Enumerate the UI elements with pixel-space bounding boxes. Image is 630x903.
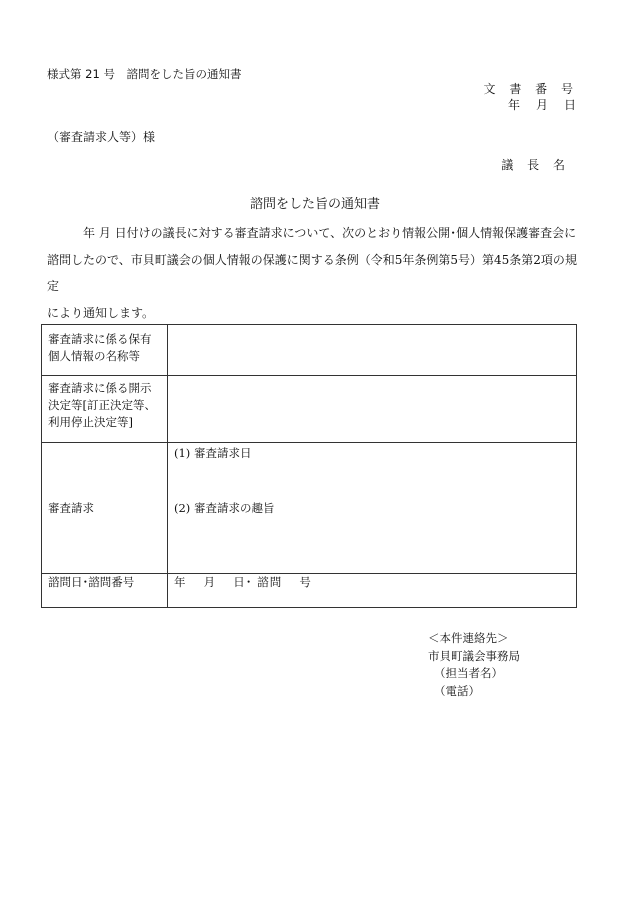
notification-table [41,324,577,608]
body-text [47,220,582,326]
request-date-item: (1) 審査請求日 [174,446,252,460]
request-purpose-item: (2) 審査請求の趣旨 [174,501,275,515]
table-label: 審査請求 [42,443,168,574]
chairman-name: 議 長 名 [501,158,570,172]
date-line: 年 月 日 [507,98,578,112]
body-line: 諮問したので、市貝町議会の個人情報の保護に関する条例（令和5年条例第5号）第45条第2項の規定 [47,252,577,293]
table-value [168,443,577,574]
contact-person: （担当者名） [434,666,503,680]
contact-office: 市貝町議会事務局 [428,648,520,663]
table-row [42,443,577,574]
table-row [42,574,577,608]
table-label: 審査請求に係る保有 個人情報の名称等 [42,325,168,376]
document-number-label: 文 書 番 号 [483,82,578,96]
contact-heading: ＜本件連絡先＞ [428,631,509,645]
form-number: 様式第 21 号 諮問をした旨の通知書 [47,67,242,81]
table-row [42,376,577,443]
document-title: 諮問をした旨の通知書 [249,197,380,212]
addressee: （審査請求人等）様 [47,130,156,144]
body-line: により通知します。 [47,305,155,320]
body-line: 年 月 日付けの議長に対する審査請求について、次のとおり情報公開･個人情報保護審査会に [47,226,577,240]
table-label: 諮問日･諮問番号 [42,574,168,608]
contact-info [428,630,520,700]
table-row [42,325,577,376]
inquiry-date-number: 年 月 日･ 諮問 号 [168,574,577,608]
table-label: 審査請求に係る開示 決定等[訂正決定等、 利用停止決定等] [42,376,168,443]
table-value [168,325,577,376]
contact-phone: （電話） [434,683,480,698]
table-value [168,376,577,443]
